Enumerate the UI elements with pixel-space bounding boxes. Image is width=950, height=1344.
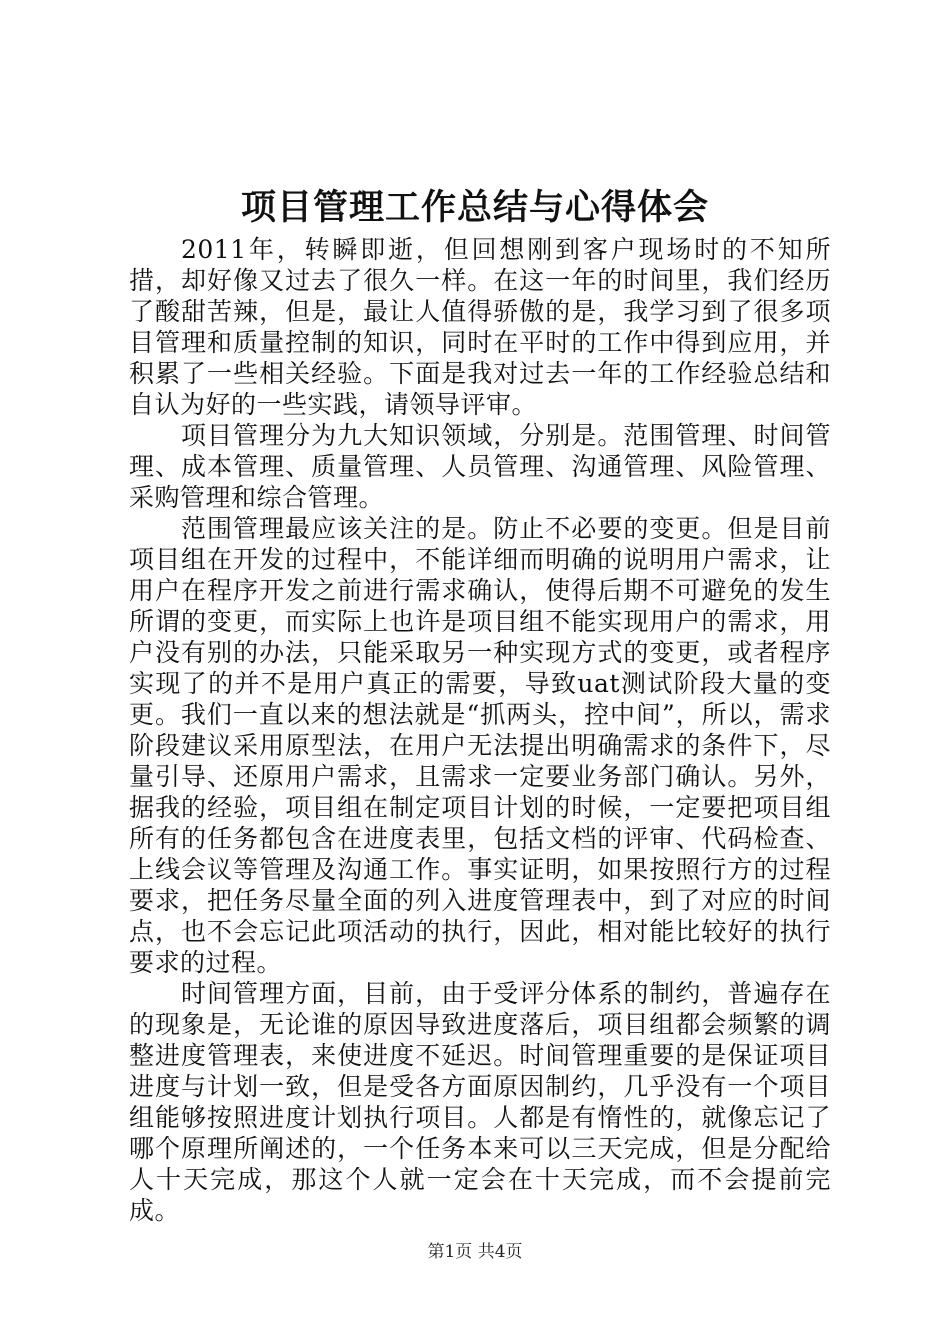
- paragraph-time-management: 时间管理方面，目前，由于受评分体系的制约，普遍存在的现象是，无论谁的原因导致进度落后，项目组都会频繁的调整进度管理表，来使进度不延迟。时间管理重要的是保证项目进度与计划一致，但是受各方面原因制约，几乎没有一个项目组能够按照进度计划执行项目。人都是有惰性的，就像忘记了哪个原理所阐述的，一个任务本来可以三天完成，但是分配给人十天完成，那这个人就一定会在十天完成，而不会提前完成。: [129, 979, 831, 1225]
- paragraph-scope-management: 范围管理最应该关注的是。防止不必要的变更。但是目前项目组在开发的过程中，不能详细而明确的说明用户需求，让用户在程序开发之前进行需求确认，使得后期不可避免的发生所谓的变更，而实际上也许是项目组不能实现用户的需求，用户没有别的办法，只能采取另一种实现方式的变更，或者程序实现了的并不是用户真正的需要，导致uat测试阶段大量的变更。我们一直以来的想法就是“抓两头，控中间”，所以，需求阶段建议采用原型法，在用户无法提出明确需求的条件下，尽量引导、还原用户需求，且需求一定要业务部门确认。另外，据我的经验，项目组在制定项目计划的时候，一定要把项目组所有的任务都包含在进度表里，包括文档的评审、代码检查、上线会议等管理及沟通工作。事实证明，如果按照行方的过程要求，把任务尽量全面的列入进度管理表中，到了对应的时间点，也不会忘记此项活动的执行，因此，相对能比较好的执行要求的过程。: [129, 514, 831, 977]
- document-body: [129, 234, 831, 1226]
- page-footer: 第1页 共4页: [427, 1242, 523, 1262]
- paragraph-knowledge-areas: 项目管理分为九大知识领域，分别是。范围管理、时间管理、成本管理、质量管理、人员管理、沟通管理、风险管理、采购管理和综合管理。: [129, 421, 831, 512]
- paragraph-intro: 2011年，转瞬即逝，但回想刚到客户现场时的不知所措，却好像又过去了很久一样。在这一年的时间里，我们经历了酸甜苦辣，但是，最让人值得骄傲的是，我学习到了很多项目管理和质量控制的知识，同时在平时的工作中得到应用，并积累了一些相关经验。下面是我对过去一年的工作经验总结和自认为好的一些实践，请领导评审。: [129, 235, 831, 419]
- document-title: 项目管理工作总结与心得体会: [240, 187, 709, 228]
